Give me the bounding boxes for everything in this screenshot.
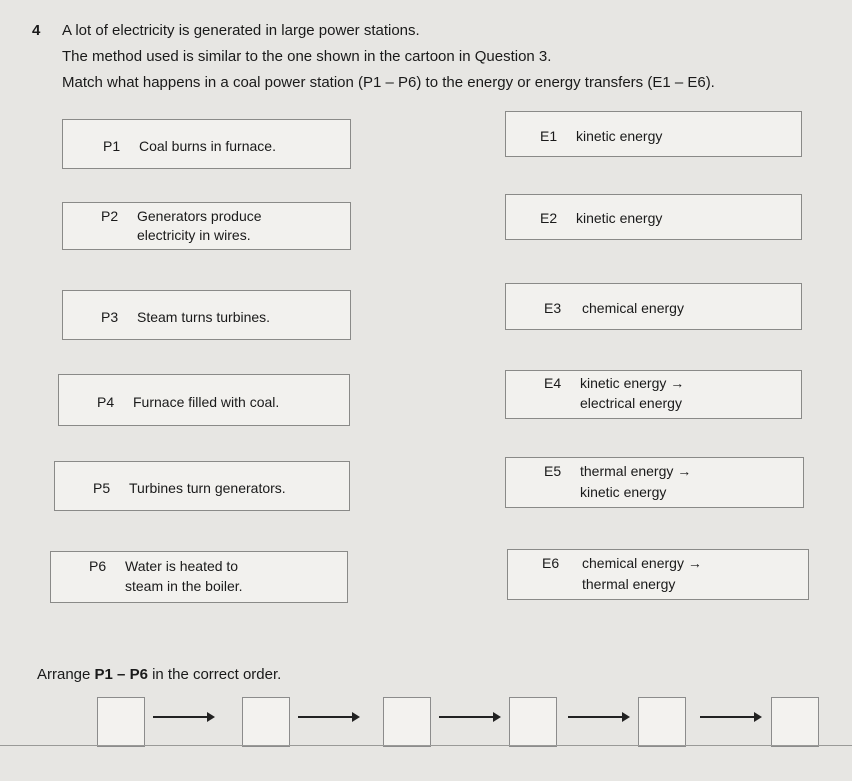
question-number: 4 — [32, 22, 41, 39]
process-text: Coal burns in furnace. — [139, 138, 276, 154]
energy-code: E5 — [544, 463, 562, 479]
energy-box-e1[interactable] — [505, 111, 802, 157]
energy-code: E3 — [544, 300, 562, 316]
arrange-instruction — [37, 666, 281, 683]
energy-text-2: electrical energy — [580, 395, 682, 411]
answer-box-4[interactable] — [509, 697, 557, 747]
answer-box-3[interactable] — [383, 697, 431, 747]
process-box-p6[interactable] — [50, 551, 348, 603]
energy-box-e6[interactable] — [507, 549, 809, 600]
arrow-right-icon — [298, 710, 360, 724]
process-text: Water is heated to — [125, 558, 239, 574]
process-box-p5[interactable] — [54, 461, 350, 511]
question-line-1: A lot of electricity is generated in large power stations. — [62, 22, 420, 39]
process-code: P5 — [93, 480, 111, 496]
energy-box-e4[interactable] — [505, 370, 802, 419]
energy-text: thermal energy → — [580, 463, 692, 479]
energy-code: E1 — [540, 128, 558, 144]
answer-box-2[interactable] — [242, 697, 290, 747]
process-text: Turbines turn generators. — [129, 480, 286, 496]
process-text: Steam turns turbines. — [137, 309, 271, 325]
energy-text: kinetic energy — [576, 128, 663, 144]
arrange-range: P1 – P6 — [94, 666, 148, 683]
arrow-right-icon — [153, 710, 215, 724]
energy-text: chemical energy — [582, 300, 684, 316]
process-code: P2 — [101, 208, 119, 224]
arrow-right-icon — [439, 710, 501, 724]
process-box-p1[interactable] — [62, 119, 351, 169]
energy-box-e5[interactable] — [505, 457, 804, 508]
question-line-2: The method used is similar to the one shown in the cartoon in Question 3. — [62, 48, 552, 65]
energy-code: E2 — [540, 210, 558, 226]
process-text-2: steam in the boiler. — [125, 578, 243, 594]
process-box-p2[interactable] — [62, 202, 351, 250]
energy-box-e3[interactable] — [505, 283, 802, 330]
process-text-2: electricity in wires. — [137, 227, 251, 243]
energy-text-2: thermal energy — [582, 576, 676, 592]
arrow-right-icon — [700, 710, 762, 724]
process-text: Generators produce — [137, 208, 262, 224]
answer-box-1[interactable] — [97, 697, 145, 747]
process-code: P3 — [101, 309, 119, 325]
energy-text: kinetic energy → — [580, 375, 685, 391]
answer-box-5[interactable] — [638, 697, 686, 747]
process-text: Furnace filled with coal. — [133, 394, 280, 410]
process-code: P6 — [89, 558, 107, 574]
process-code: P4 — [97, 394, 115, 410]
process-box-p3[interactable] — [62, 290, 351, 340]
energy-text: chemical energy → — [582, 555, 702, 571]
energy-box-e2[interactable] — [505, 194, 802, 240]
energy-code: E6 — [542, 555, 560, 571]
energy-text-2: kinetic energy — [580, 484, 667, 500]
process-code: P1 — [103, 138, 121, 154]
answer-box-6[interactable] — [771, 697, 819, 747]
energy-text: kinetic energy — [576, 210, 663, 226]
arrange-prefix: Arrange — [37, 666, 95, 683]
divider — [0, 745, 852, 746]
arrange-suffix: in the correct order. — [147, 666, 282, 683]
energy-code: E4 — [544, 375, 562, 391]
arrow-right-icon — [568, 710, 630, 724]
question-line-3: Match what happens in a coal power station (P1 – P6) to the energy or energy transfers (E1 – E6). — [62, 74, 715, 91]
process-box-p4[interactable] — [58, 374, 350, 426]
